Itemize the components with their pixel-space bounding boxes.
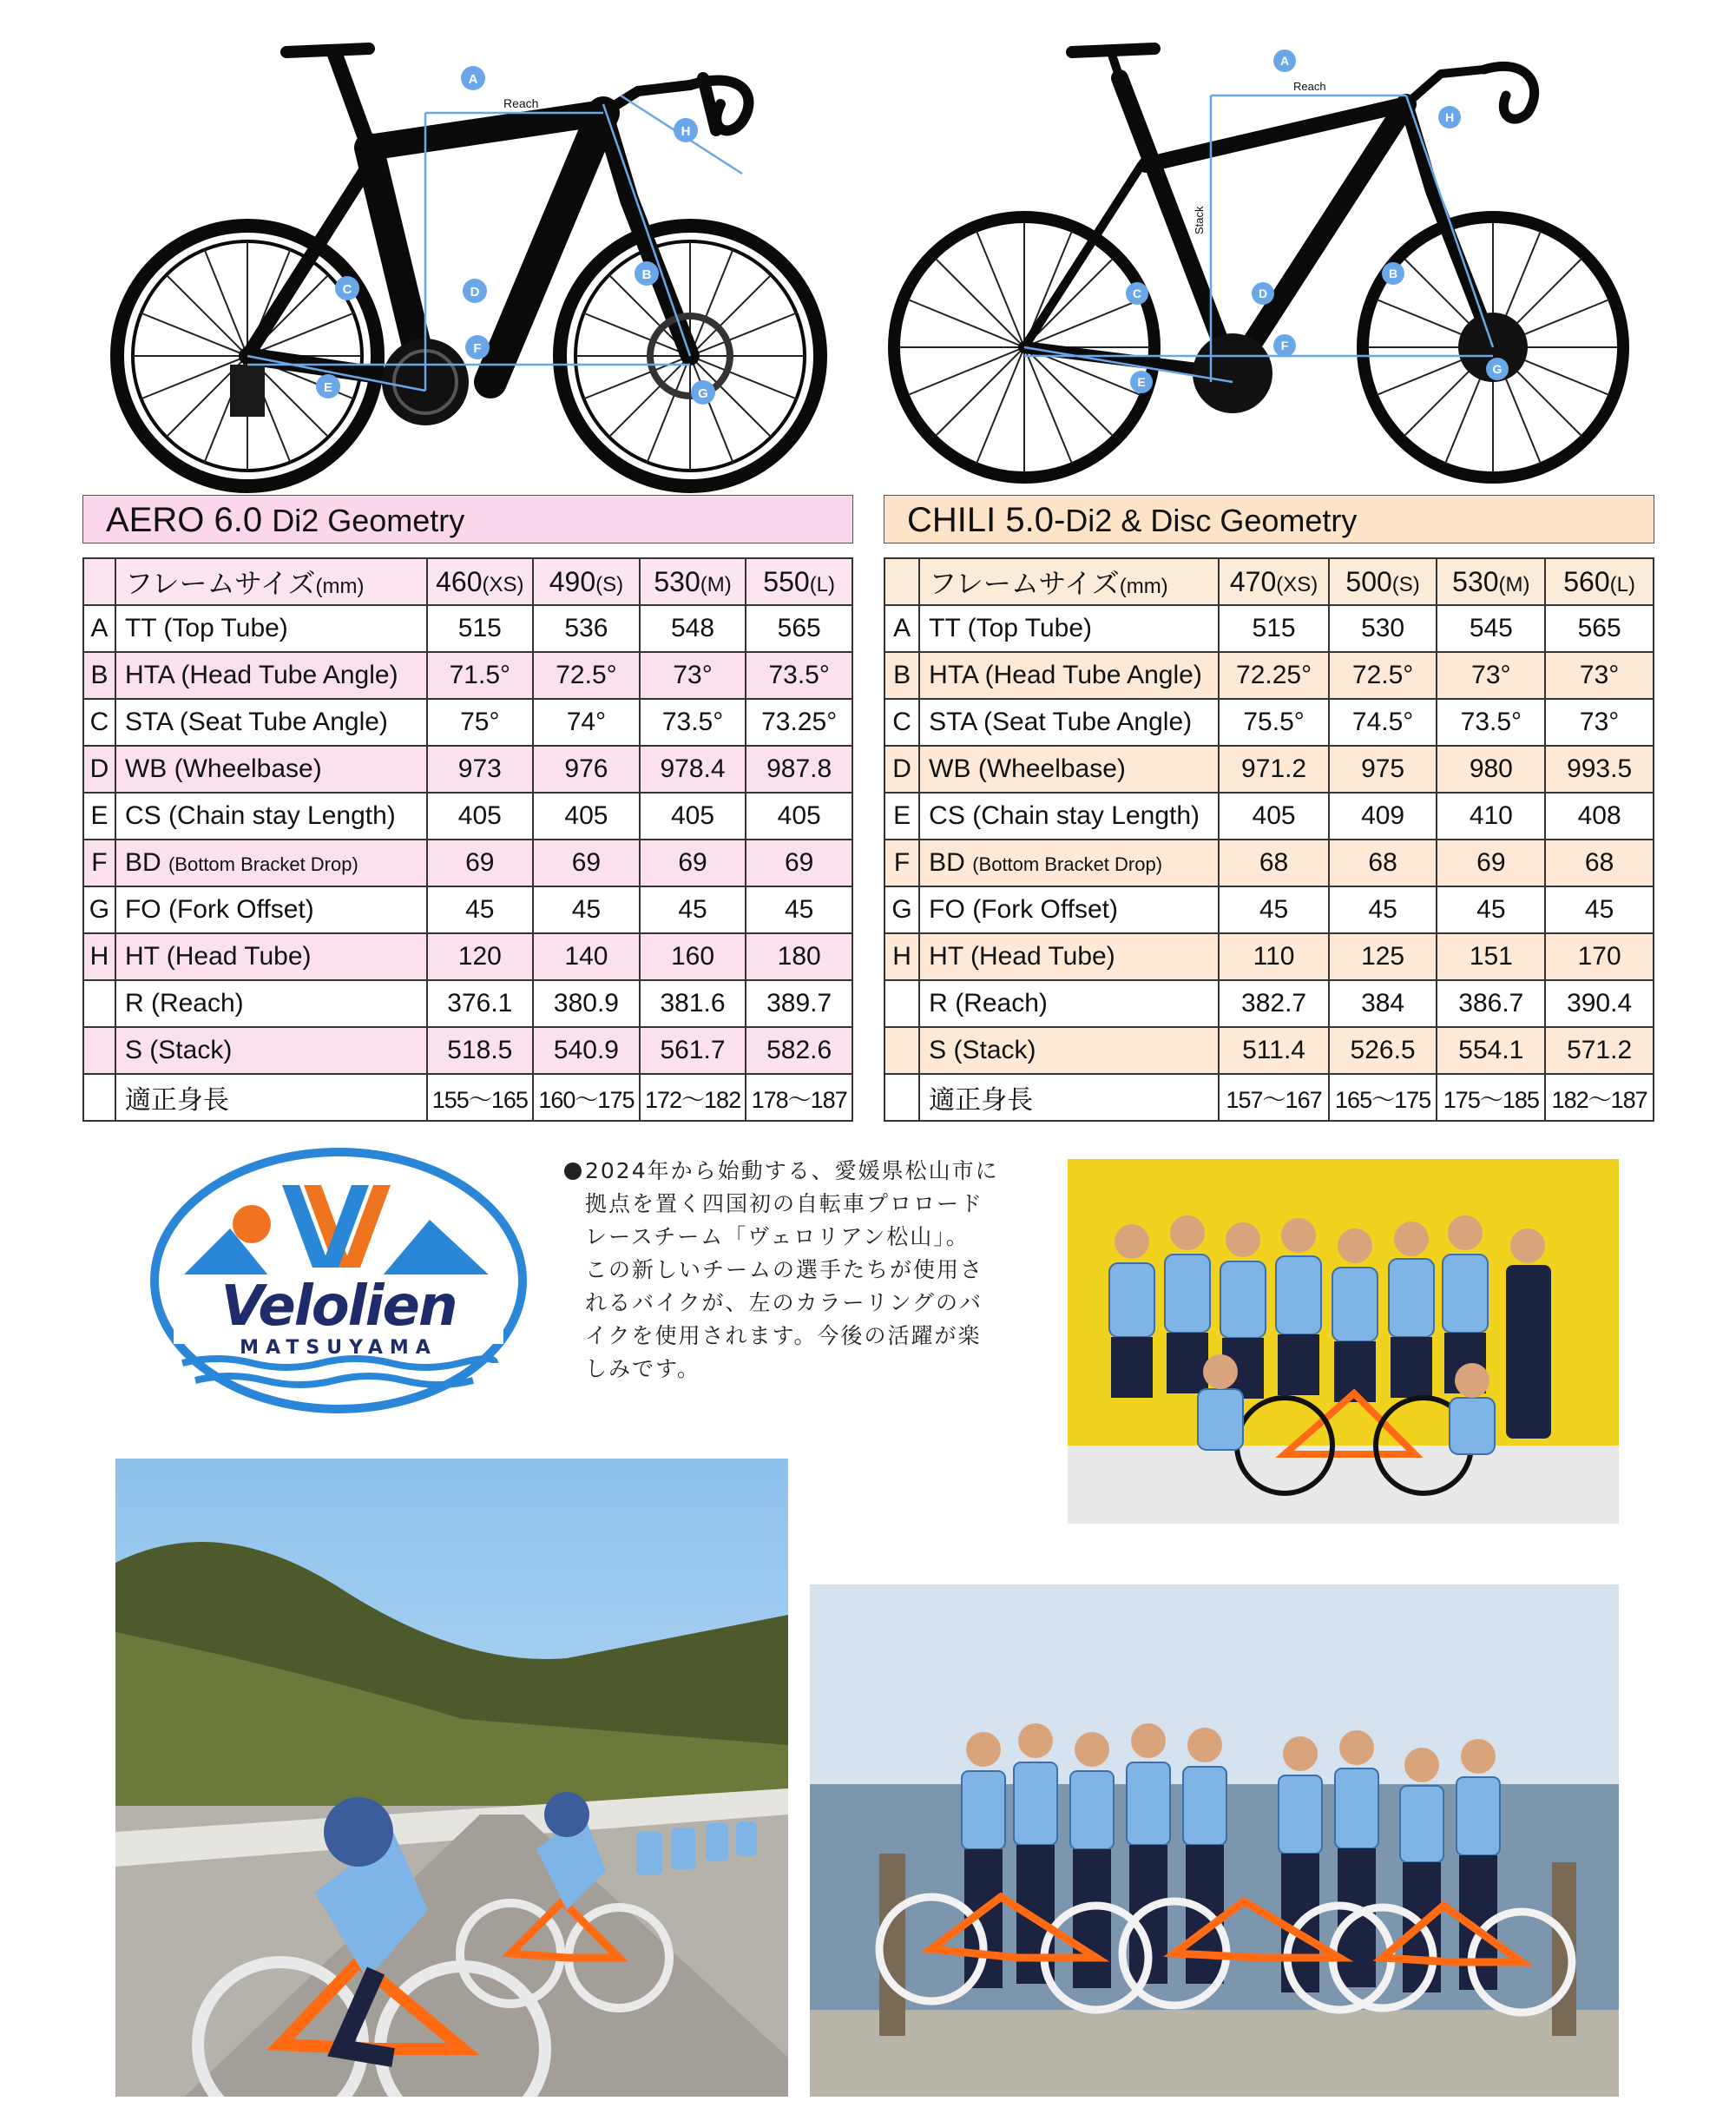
value-cell: 565 bbox=[746, 605, 852, 652]
team-photo-road bbox=[115, 1459, 788, 2097]
value-cell: 571.2 bbox=[1545, 1027, 1654, 1074]
value-cell: 405 bbox=[1219, 793, 1328, 840]
value-cell: 165〜175 bbox=[1329, 1074, 1437, 1121]
value-cell: 971.2 bbox=[1219, 746, 1328, 793]
svg-text:H: H bbox=[681, 124, 691, 139]
value-cell: 73° bbox=[1437, 652, 1545, 699]
row-key: D bbox=[884, 746, 919, 793]
table-row bbox=[83, 746, 852, 793]
table-row bbox=[83, 886, 852, 933]
value-cell: 405 bbox=[640, 793, 746, 840]
value-cell: 980 bbox=[1437, 746, 1545, 793]
frame-size-label: フレームサイズ(mm) bbox=[115, 558, 427, 605]
row-label: TT (Top Tube) bbox=[115, 605, 427, 652]
row-key: H bbox=[884, 933, 919, 980]
velolien-logo bbox=[148, 1146, 529, 1415]
svg-text:H: H bbox=[1444, 110, 1455, 124]
value-cell: 74.5° bbox=[1329, 699, 1437, 746]
aero-table bbox=[82, 557, 853, 1122]
value-cell: 125 bbox=[1329, 933, 1437, 980]
row-label: STA (Seat Tube Angle) bbox=[919, 699, 1219, 746]
svg-text:E: E bbox=[323, 380, 333, 395]
chili-table bbox=[884, 557, 1654, 1122]
table-row bbox=[83, 793, 852, 840]
value-cell: 381.6 bbox=[640, 980, 746, 1027]
bullet-icon bbox=[564, 1162, 582, 1180]
value-cell: 160〜175 bbox=[533, 1074, 640, 1121]
row-key: D bbox=[83, 746, 115, 793]
size-header: 560(L) bbox=[1545, 558, 1654, 605]
team-photo-seaside bbox=[810, 1584, 1619, 2097]
value-cell: 72.25° bbox=[1219, 652, 1328, 699]
row-key: G bbox=[83, 886, 115, 933]
svg-text:D: D bbox=[470, 285, 480, 300]
value-cell: 993.5 bbox=[1545, 746, 1654, 793]
value-cell: 68 bbox=[1219, 840, 1328, 886]
table-row bbox=[83, 1074, 852, 1121]
value-cell: 45 bbox=[533, 886, 640, 933]
value-cell: 515 bbox=[427, 605, 534, 652]
value-cell: 45 bbox=[1329, 886, 1437, 933]
value-cell: 45 bbox=[1219, 886, 1328, 933]
value-cell: 68 bbox=[1545, 840, 1654, 886]
aero-header-row bbox=[83, 558, 852, 605]
value-cell: 140 bbox=[533, 933, 640, 980]
row-key: H bbox=[83, 933, 115, 980]
value-cell: 518.5 bbox=[427, 1027, 534, 1074]
value-cell: 45 bbox=[1437, 886, 1545, 933]
table-row bbox=[83, 980, 852, 1027]
team-description: 2024年から始動する、愛媛県松山市に 拠点を置く四国初の自転車プロロード レースチーム「ヴェロリアン松山」。 この新しいチームの選手たちが使用さ れるバイクが、左のカラーリングのバ イクを使用されます。今後の活躍が楽 しみです。 bbox=[564, 1155, 1033, 1386]
logo-name: Velolien bbox=[220, 1274, 457, 1339]
svg-text:Stack: Stack bbox=[407, 206, 420, 234]
value-cell: 69 bbox=[1437, 840, 1545, 886]
value-cell: 73.5° bbox=[640, 699, 746, 746]
row-label: HTA (Head Tube Angle) bbox=[115, 652, 427, 699]
value-cell: 561.7 bbox=[640, 1027, 746, 1074]
value-cell: 155〜165 bbox=[427, 1074, 534, 1121]
value-cell: 180 bbox=[746, 933, 852, 980]
value-cell: 73° bbox=[1545, 652, 1654, 699]
value-cell: 160 bbox=[640, 933, 746, 980]
table-row bbox=[83, 699, 852, 746]
value-cell: 69 bbox=[640, 840, 746, 886]
aero-geometry-table bbox=[82, 495, 853, 1115]
value-cell: 157〜167 bbox=[1219, 1074, 1328, 1121]
value-cell: 515 bbox=[1219, 605, 1328, 652]
value-cell: 72.5° bbox=[533, 652, 640, 699]
row-key: A bbox=[83, 605, 115, 652]
table-row bbox=[884, 886, 1654, 933]
value-cell: 389.7 bbox=[746, 980, 852, 1027]
value-cell: 75° bbox=[427, 699, 534, 746]
row-label: HT (Head Tube) bbox=[919, 933, 1219, 980]
value-cell: 582.6 bbox=[746, 1027, 852, 1074]
table-row bbox=[884, 605, 1654, 652]
svg-text:A: A bbox=[1279, 54, 1290, 68]
row-label: R (Reach) bbox=[919, 980, 1219, 1027]
row-label: FO (Fork Offset) bbox=[115, 886, 427, 933]
svg-text:C: C bbox=[1132, 286, 1142, 300]
row-label: FO (Fork Offset) bbox=[919, 886, 1219, 933]
value-cell: 390.4 bbox=[1545, 980, 1654, 1027]
value-cell: 71.5° bbox=[427, 652, 534, 699]
table-row bbox=[83, 840, 852, 886]
svg-text:F: F bbox=[473, 341, 482, 356]
value-cell: 178〜187 bbox=[746, 1074, 852, 1121]
row-key bbox=[83, 1027, 115, 1074]
frame-size-label: フレームサイズ(mm) bbox=[919, 558, 1219, 605]
row-label: TT (Top Tube) bbox=[919, 605, 1219, 652]
value-cell: 409 bbox=[1329, 793, 1437, 840]
row-key: B bbox=[83, 652, 115, 699]
value-cell: 73.5° bbox=[746, 652, 852, 699]
row-label: BD (Bottom Bracket Drop) bbox=[919, 840, 1219, 886]
value-cell: 69 bbox=[533, 840, 640, 886]
value-cell: 151 bbox=[1437, 933, 1545, 980]
svg-text:G: G bbox=[1492, 362, 1503, 376]
value-cell: 380.9 bbox=[533, 980, 640, 1027]
svg-text:E: E bbox=[1137, 375, 1146, 389]
row-key: E bbox=[884, 793, 919, 840]
aero-bike-diagram bbox=[82, 17, 864, 495]
value-cell: 976 bbox=[533, 746, 640, 793]
row-key: F bbox=[884, 840, 919, 886]
table-row bbox=[884, 1074, 1654, 1121]
size-header: 550(L) bbox=[746, 558, 852, 605]
table-row bbox=[884, 793, 1654, 840]
value-cell: 175〜185 bbox=[1437, 1074, 1545, 1121]
team-photo-studio bbox=[1068, 1159, 1619, 1524]
row-label: CS (Chain stay Length) bbox=[919, 793, 1219, 840]
row-label: 適正身長 bbox=[919, 1074, 1219, 1121]
svg-text:B: B bbox=[641, 267, 652, 282]
value-cell: 73° bbox=[1545, 699, 1654, 746]
row-label: BD (Bottom Bracket Drop) bbox=[115, 840, 427, 886]
size-header: 530(M) bbox=[640, 558, 746, 605]
value-cell: 973 bbox=[427, 746, 534, 793]
value-cell: 384 bbox=[1329, 980, 1437, 1027]
value-cell: 987.8 bbox=[746, 746, 852, 793]
value-cell: 526.5 bbox=[1329, 1027, 1437, 1074]
value-cell: 45 bbox=[1545, 886, 1654, 933]
chili-table-title: CHILI 5.0-Di2 & Disc Geometry bbox=[884, 495, 1654, 543]
row-label: S (Stack) bbox=[115, 1027, 427, 1074]
value-cell: 405 bbox=[746, 793, 852, 840]
size-header: 460(XS) bbox=[427, 558, 534, 605]
value-cell: 45 bbox=[427, 886, 534, 933]
value-cell: 405 bbox=[533, 793, 640, 840]
row-label: WB (Wheelbase) bbox=[919, 746, 1219, 793]
value-cell: 978.4 bbox=[640, 746, 746, 793]
table-row bbox=[83, 652, 852, 699]
value-cell: 73.5° bbox=[1437, 699, 1545, 746]
logo-sub: MATSUYAMA bbox=[240, 1337, 437, 1359]
size-header: 530(M) bbox=[1437, 558, 1545, 605]
row-key: C bbox=[884, 699, 919, 746]
row-label: HTA (Head Tube Angle) bbox=[919, 652, 1219, 699]
value-cell: 511.4 bbox=[1219, 1027, 1328, 1074]
value-cell: 408 bbox=[1545, 793, 1654, 840]
row-label: S (Stack) bbox=[919, 1027, 1219, 1074]
value-cell: 75.5° bbox=[1219, 699, 1328, 746]
svg-text:D: D bbox=[1258, 286, 1268, 300]
table-row bbox=[884, 746, 1654, 793]
row-key: F bbox=[83, 840, 115, 886]
value-cell: 73° bbox=[640, 652, 746, 699]
value-cell: 73.25° bbox=[746, 699, 852, 746]
aero-table-title: AERO 6.0 Di2 Geometry bbox=[82, 495, 853, 543]
value-cell: 72.5° bbox=[1329, 652, 1437, 699]
svg-text:B: B bbox=[1388, 267, 1398, 280]
value-cell: 548 bbox=[640, 605, 746, 652]
svg-text:Reach: Reach bbox=[1293, 80, 1326, 93]
row-label: STA (Seat Tube Angle) bbox=[115, 699, 427, 746]
value-cell: 45 bbox=[746, 886, 852, 933]
value-cell: 382.7 bbox=[1219, 980, 1328, 1027]
value-cell: 120 bbox=[427, 933, 534, 980]
size-header: 500(S) bbox=[1329, 558, 1437, 605]
row-key bbox=[884, 1074, 919, 1121]
value-cell: 536 bbox=[533, 605, 640, 652]
row-key bbox=[83, 980, 115, 1027]
value-cell: 172〜182 bbox=[640, 1074, 746, 1121]
chili-header-row bbox=[884, 558, 1654, 605]
value-cell: 170 bbox=[1545, 933, 1654, 980]
row-label: R (Reach) bbox=[115, 980, 427, 1027]
value-cell: 554.1 bbox=[1437, 1027, 1545, 1074]
table-row bbox=[884, 1027, 1654, 1074]
size-header: 490(S) bbox=[533, 558, 640, 605]
value-cell: 68 bbox=[1329, 840, 1437, 886]
value-cell: 405 bbox=[427, 793, 534, 840]
value-cell: 410 bbox=[1437, 793, 1545, 840]
svg-text:C: C bbox=[342, 282, 352, 297]
value-cell: 530 bbox=[1329, 605, 1437, 652]
value-cell: 182〜187 bbox=[1545, 1074, 1654, 1121]
value-cell: 565 bbox=[1545, 605, 1654, 652]
row-key bbox=[884, 1027, 919, 1074]
table-row bbox=[884, 840, 1654, 886]
svg-text:Stack: Stack bbox=[1193, 206, 1206, 234]
svg-text:Reach: Reach bbox=[503, 96, 539, 110]
row-key: E bbox=[83, 793, 115, 840]
chili-geometry-table bbox=[884, 495, 1654, 1115]
value-cell: 69 bbox=[427, 840, 534, 886]
corner-cell bbox=[83, 558, 115, 605]
value-cell: 45 bbox=[640, 886, 746, 933]
value-cell: 545 bbox=[1437, 605, 1545, 652]
value-cell: 74° bbox=[533, 699, 640, 746]
value-cell: 376.1 bbox=[427, 980, 534, 1027]
size-header: 470(XS) bbox=[1219, 558, 1328, 605]
value-cell: 386.7 bbox=[1437, 980, 1545, 1027]
row-key: A bbox=[884, 605, 919, 652]
table-row bbox=[83, 1027, 852, 1074]
svg-text:F: F bbox=[1280, 339, 1289, 352]
svg-text:G: G bbox=[698, 386, 708, 401]
row-key: G bbox=[884, 886, 919, 933]
value-cell: 110 bbox=[1219, 933, 1328, 980]
row-label: CS (Chain stay Length) bbox=[115, 793, 427, 840]
row-label: WB (Wheelbase) bbox=[115, 746, 427, 793]
row-key bbox=[83, 1074, 115, 1121]
svg-text:A: A bbox=[468, 72, 478, 87]
corner-cell bbox=[884, 558, 919, 605]
table-row bbox=[884, 933, 1654, 980]
row-key: B bbox=[884, 652, 919, 699]
table-row bbox=[884, 980, 1654, 1027]
row-key bbox=[884, 980, 919, 1027]
value-cell: 540.9 bbox=[533, 1027, 640, 1074]
value-cell: 69 bbox=[746, 840, 852, 886]
row-label: 適正身長 bbox=[115, 1074, 427, 1121]
row-label: HT (Head Tube) bbox=[115, 933, 427, 980]
value-cell: 975 bbox=[1329, 746, 1437, 793]
chili-bike-diagram bbox=[877, 17, 1658, 495]
table-row bbox=[884, 652, 1654, 699]
table-row bbox=[884, 699, 1654, 746]
table-row bbox=[83, 605, 852, 652]
row-key: C bbox=[83, 699, 115, 746]
table-row bbox=[83, 933, 852, 980]
